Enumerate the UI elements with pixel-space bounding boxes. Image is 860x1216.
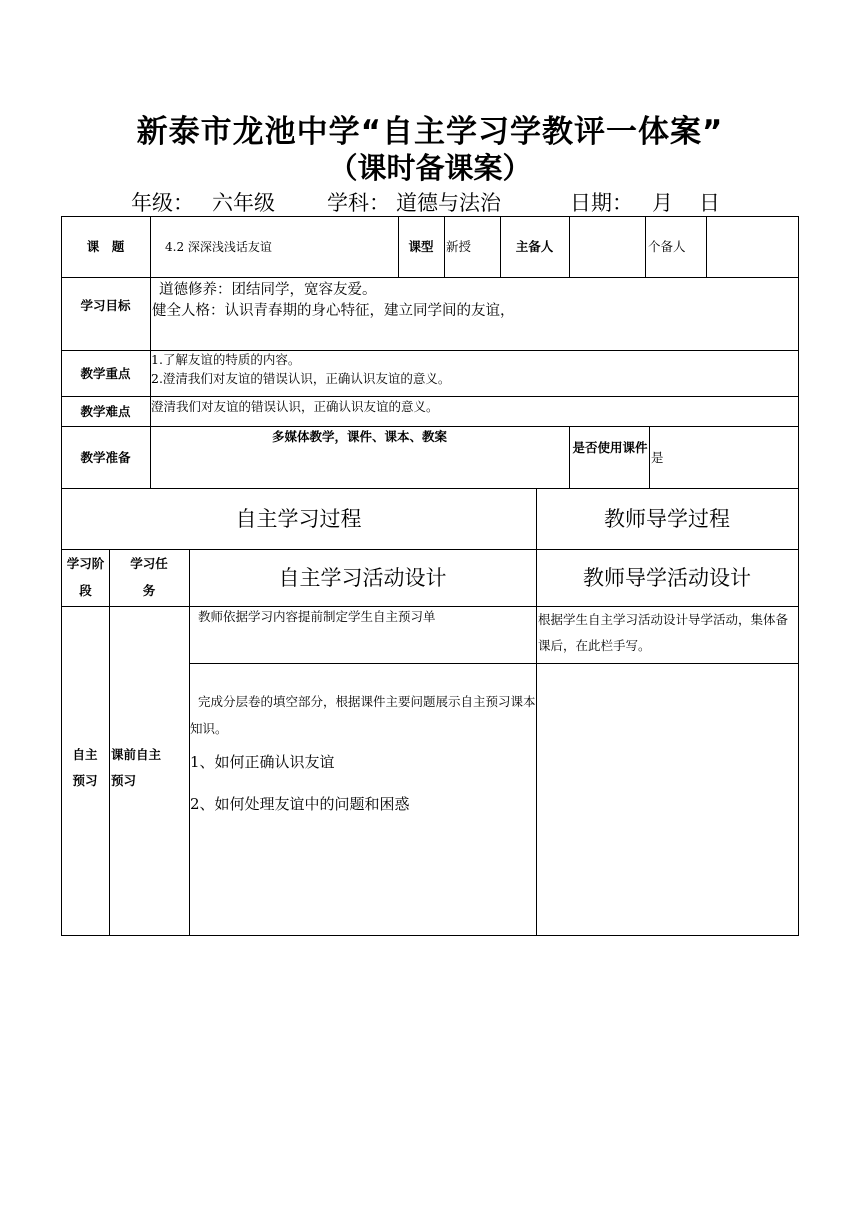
- row-border: [61, 488, 799, 489]
- teacher-row-1-text: 根据学生自主学习活动设计导学活动，集体备课后，在此栏手写。: [538, 612, 789, 653]
- col-border: [189, 549, 190, 936]
- task-column-header: 学习任务: [130, 556, 168, 598]
- date-label: 日期：: [570, 191, 633, 215]
- self-study-heading: 自主学习过程: [235, 507, 362, 531]
- teacher-guide-heading: 教师导学过程: [604, 507, 730, 531]
- col-border: [798, 216, 799, 936]
- col-border: [569, 426, 570, 488]
- row-border: [61, 549, 799, 550]
- preview-task: 课前自主预习: [111, 747, 162, 788]
- self-row-1-text: 教师依据学习内容提前制定学生自主预习单: [198, 609, 436, 624]
- document-title: 新泰市龙池中学“自主学习学教评一体案”: [136, 114, 724, 150]
- col-border: [569, 216, 570, 277]
- main-preparer-label: 主备人: [515, 239, 554, 254]
- key-points-line-2: 2.澄清我们对友谊的错误认识，正确认识友谊的意义。: [151, 371, 451, 386]
- goals-line-2: 健全人格：认识青春期的身心特征，建立同学间的友谊，: [152, 303, 515, 319]
- document-subtitle: （课时备课案）: [328, 151, 532, 185]
- col-border: [706, 216, 707, 277]
- preparation-text: 多媒体教学，课件、课本、教案: [271, 429, 447, 444]
- stage-column-header: 学习阶段: [66, 556, 105, 598]
- question-item-1: 1、如何正确认识友谊: [190, 753, 335, 771]
- col-border: [649, 426, 650, 488]
- grade-value: 六年级: [212, 191, 275, 215]
- col-border: [109, 549, 110, 936]
- key-points-line-1: 1.了解友谊的特质的内容。: [151, 352, 301, 367]
- difficulties-text: 澄清我们对友谊的错误认识，正确认识友谊的意义。: [151, 399, 439, 414]
- row-border: [189, 663, 799, 664]
- col-border: [536, 488, 537, 936]
- preparation-label: 教学准备: [80, 450, 131, 465]
- teacher-design-column-header: 教师导学活动设计: [583, 566, 751, 590]
- key-points-label: 教学重点: [80, 366, 131, 381]
- topic-value: 4.2 深深浅浅话友谊: [165, 240, 272, 254]
- courseware-value: 是: [651, 450, 664, 465]
- difficulties-label: 教学难点: [80, 404, 131, 419]
- subject-label: 学科：: [327, 191, 390, 215]
- personal-preparer-label: 个备人: [648, 239, 686, 254]
- col-border: [645, 216, 646, 277]
- courseware-label: 是否使用课件: [572, 440, 648, 455]
- row-border: [61, 277, 799, 278]
- date-month: 月: [652, 191, 673, 215]
- type-value: 新授: [446, 239, 472, 254]
- col-border: [150, 216, 151, 277]
- type-label: 课型: [408, 239, 434, 254]
- col-border: [444, 216, 445, 277]
- question-item-2: 2、如何处理友谊中的问题和困惑: [190, 795, 410, 813]
- subject-value: 道德与法治: [396, 191, 501, 215]
- self-design-column-header: 自主学习活动设计: [278, 566, 447, 590]
- date-day: 日: [699, 191, 720, 215]
- self-row-2-intro: 完成分层卷的填空部分，根据课件主要问题展示自主预习课本知识。: [190, 694, 536, 736]
- row-border: [61, 935, 799, 936]
- grade-label: 年级：: [131, 191, 194, 215]
- goals-label: 学习目标: [80, 298, 131, 313]
- preview-stage: 自主预习: [72, 747, 98, 788]
- row-border: [61, 216, 799, 217]
- goals-line-1: 道德修养：团结同学，宽容友爱。: [159, 282, 377, 298]
- topic-label: 课 题: [86, 239, 125, 254]
